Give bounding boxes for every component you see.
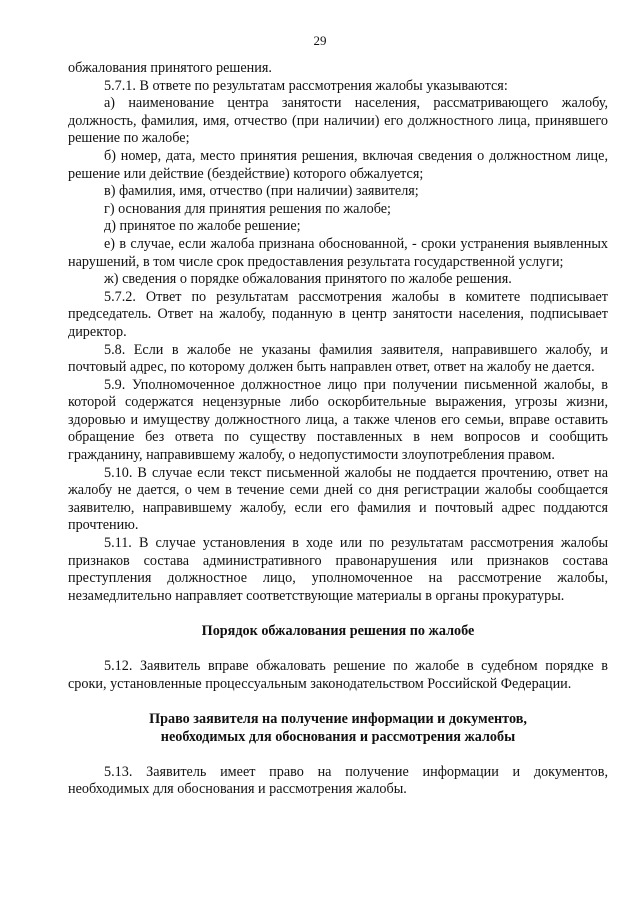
page-number: 29 <box>313 33 327 48</box>
paragraph: а) наименование центра занятости населения, рассматривающего жалобу, должность, фамилия, имя, отчество (при наличии) его должностного лица, принявшего решение по жалобе; <box>68 95 608 147</box>
paragraph: 5.10. В случае если текст письменной жалобы не поддается прочтению, ответ на жалобу не дается, о чем в течение семи дней со дня регистрации жалобы сообщается заявителю, направившему жалобу, если его фамилия и почтовый адрес поддаются прочтению. <box>68 464 608 534</box>
paragraph: 5.12. Заявитель вправе обжаловать решение по жалобе в судебном порядке в сроки, установленные процессуальным законодательством Российской Федерации. <box>68 658 608 692</box>
paragraph: б) номер, дата, место принятия решения, включая сведения о должностном лице, решение или действие (бездействие) которого обжалуется; <box>68 147 608 182</box>
paragraph: ж) сведения о порядке обжалования принятого по жалобе решения. <box>104 271 512 288</box>
paragraph-group <box>68 60 608 605</box>
document-body <box>68 60 608 799</box>
paragraph: обжалования принятого решения. <box>68 60 272 76</box>
paragraph: 5.7.1. В ответе по результатам рассмотрения жалобы указываются: <box>104 77 508 94</box>
section-heading-line-2: необходимых для обоснования и рассмотрения жалобы <box>160 728 516 745</box>
section-heading: Порядок обжалования решения по жалобе <box>201 623 475 639</box>
section-heading-line-1: Право заявителя на получение информации и документов, <box>149 710 527 727</box>
paragraph: 5.7.2. Ответ по результатам рассмотрения жалобы в комитете подписывает председатель. Ответ на жалобу, поданную в центр занятости населения, подписывает директор. <box>68 288 608 340</box>
paragraph: 5.13. Заявитель имеет право на получение информации и документов, необходимых для обоснования и рассмотрения жалобы. <box>68 763 608 798</box>
paragraph: г) основания для принятия решения по жалобе; <box>104 200 391 217</box>
paragraph: 5.9. Уполномоченное должностное лицо при получении письменной жалобы, в которой содержатся нецензурные либо оскорбительные выражения, угрозы жизни, здоровью и имуществу должностного лица, а также членов его семьи, вправе оставить обращение без ответа по существу поставленных в нем вопросов и сообщить гражданину, направившему жалобу, о недопустимости злоупотребления правом. <box>68 376 608 464</box>
paragraph: д) принятое по жалобе решение; <box>104 218 301 235</box>
paragraph: в) фамилия, имя, отчество (при наличии) заявителя; <box>104 183 419 200</box>
paragraph: 5.8. Если в жалобе не указаны фамилия заявителя, направившего жалобу, и почтовый адрес, по которому должен быть направлен ответ, ответ на жалобу не дается. <box>68 341 608 376</box>
paragraph: 5.11. В случае установления в ходе или по результатам рассмотрения жалобы признаков состава административного правонарушения или признаков состава преступления должностное лицо, уполномоченное на рассмотрение жалобы, незамедлительно направляет соответствующие материалы в органы прокуратуры. <box>68 535 608 604</box>
paragraph: е) в случае, если жалоба признана обоснованной, - сроки устранения выявленных нарушений, в том числе срок предоставления результата государственной услуги; <box>68 235 608 270</box>
